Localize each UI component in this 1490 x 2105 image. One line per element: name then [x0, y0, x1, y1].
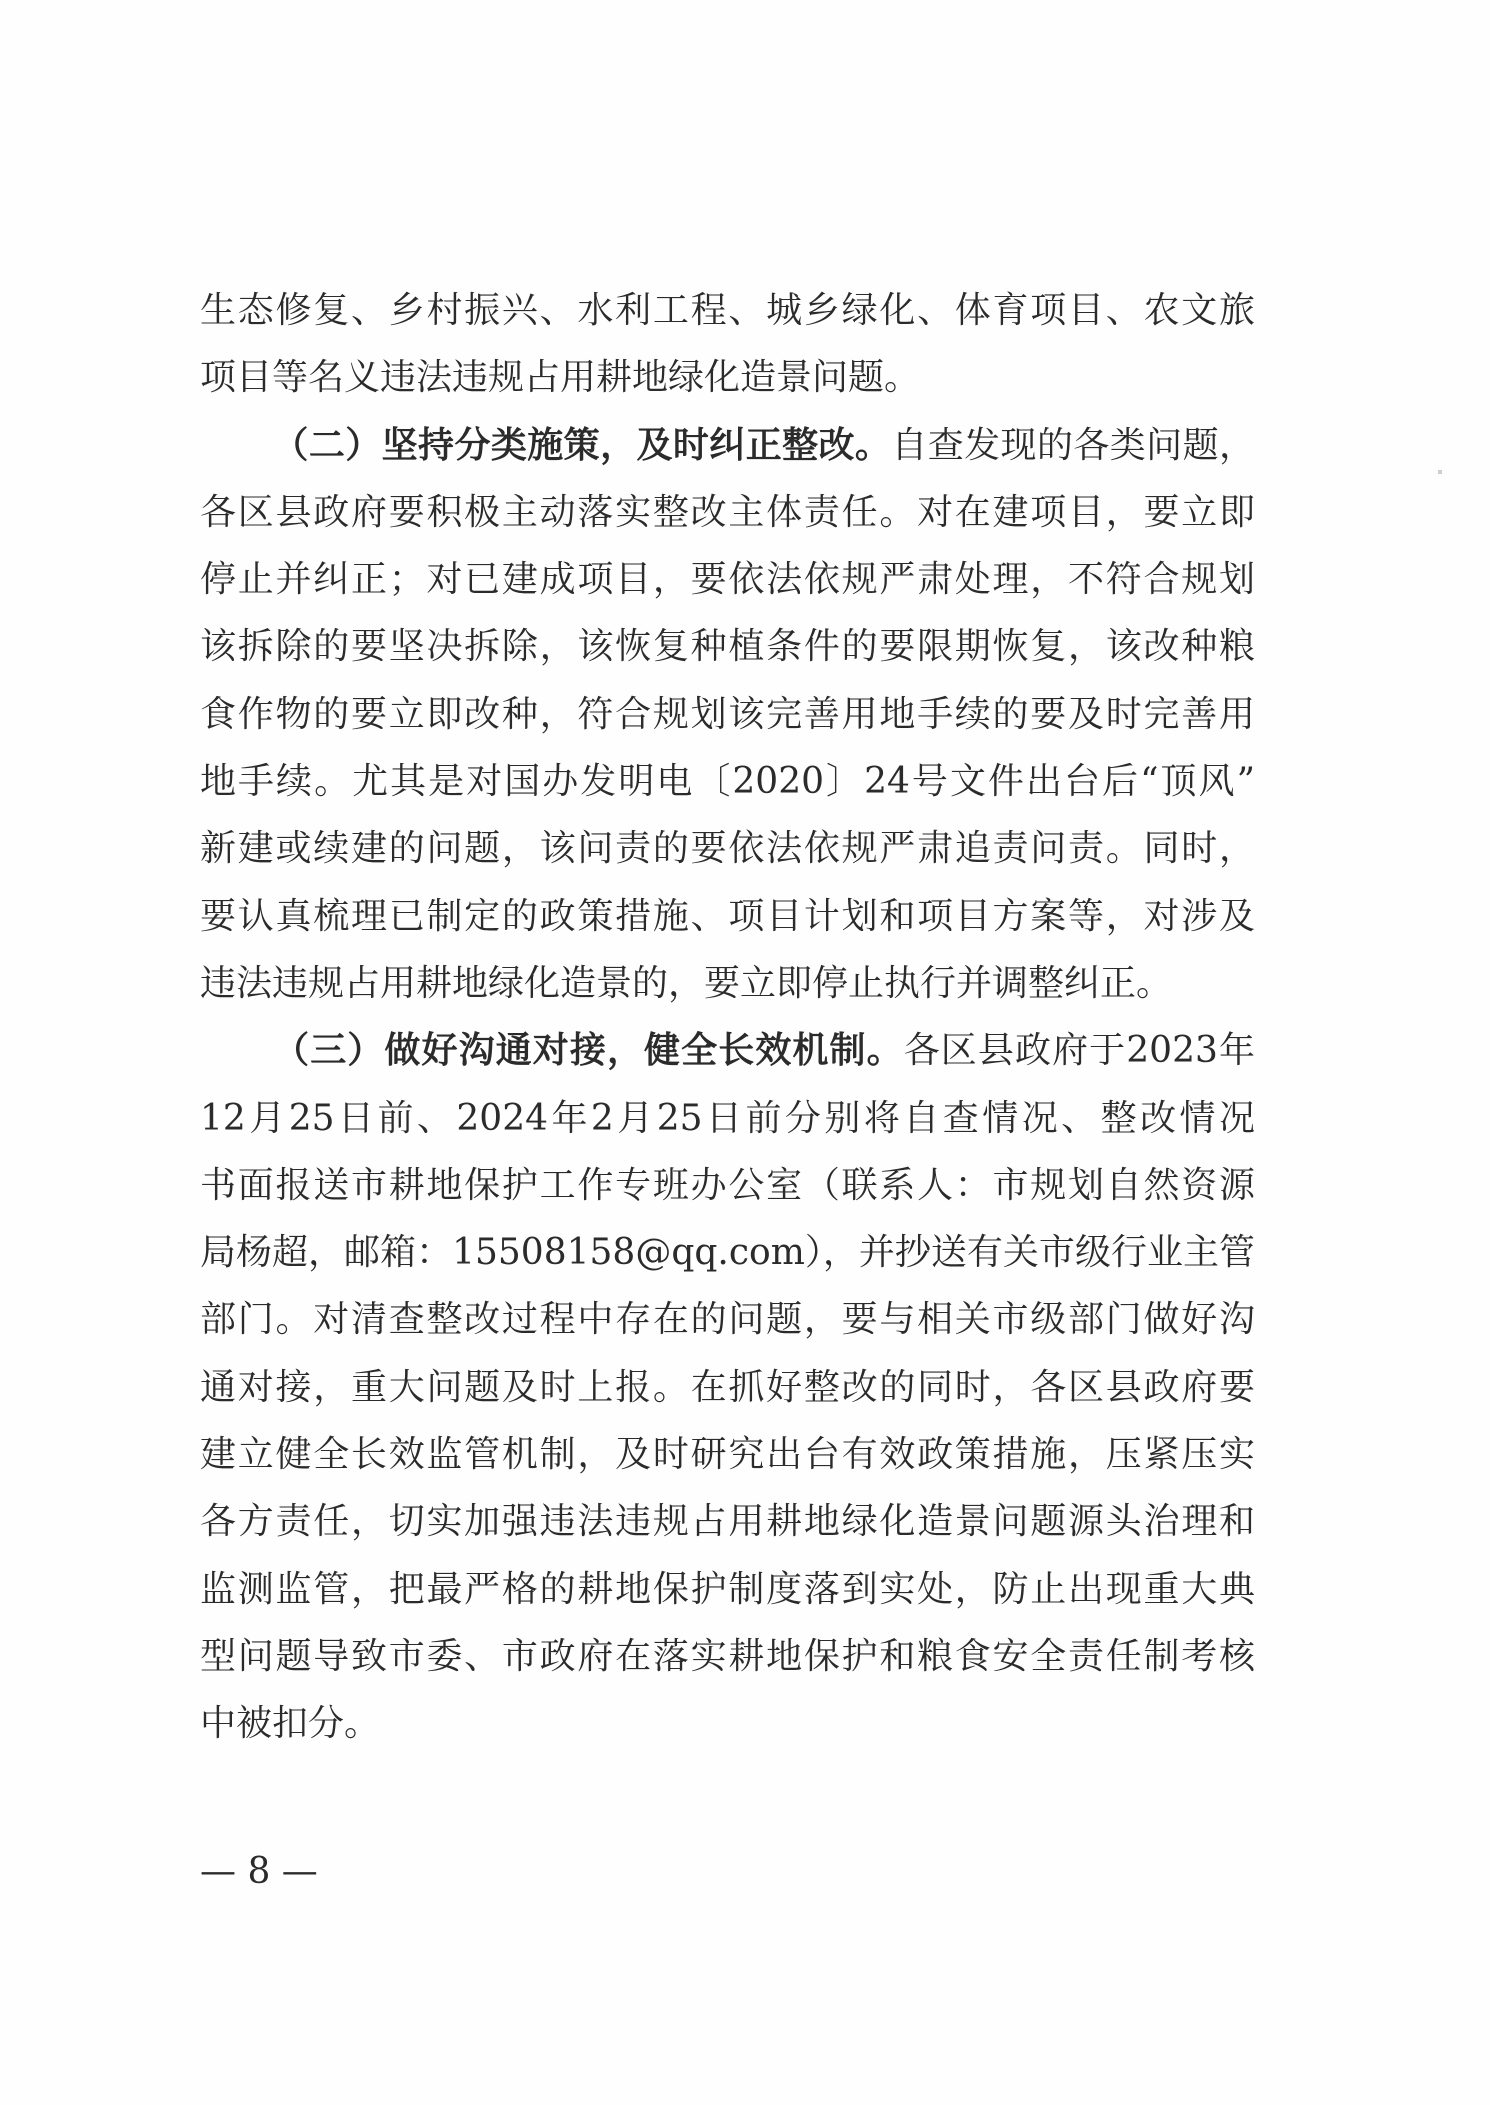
section-heading: （三）做好沟通对接，健全长效机制。	[272, 1029, 904, 1072]
line-text: 该拆除的要坚决拆除，该恢复种植条件的要限期恢复，该改种粮	[200, 626, 1255, 668]
line-text: 各区县政府要积极主动落实整改主体责任。对在建项目，要立即	[200, 491, 1255, 533]
body-text	[200, 277, 1255, 1758]
section-heading: （二）坚持分类施策，及时纠正整改。	[272, 423, 892, 466]
line-text: 生态修复、乡村振兴、水利工程、城乡绿化、体育项目、农文旅	[200, 290, 1255, 331]
text-line	[200, 1085, 1255, 1152]
line-text: 自查发现的各类问题，	[891, 424, 1255, 466]
text-line	[200, 546, 1255, 613]
text-line	[200, 479, 1255, 546]
line-text: 停止并纠正；对已建成项目，要依法依规严肃处理，不符合规划	[200, 559, 1255, 601]
text-line	[200, 1286, 1255, 1353]
line-text: 12月25日前、2024年2月25日前分别将自查情况、整改情况	[200, 1097, 1255, 1139]
line-text: 局杨超，邮箱：15508158@qq.com），并抄送有关市级行业主管	[200, 1232, 1255, 1274]
line-text: 违法违规占用耕地绿化造景的，要立即停止执行并调整纠正。	[200, 962, 1173, 1004]
line-text: 中被扣分。	[200, 1703, 381, 1745]
scan-mark	[1438, 470, 1442, 474]
line-text: 建立健全长效监管机制，及时研究出台有效政策措施，压紧压实	[200, 1434, 1255, 1476]
text-line	[200, 1017, 1255, 1084]
text-line	[200, 344, 1255, 411]
text-line	[200, 1421, 1255, 1488]
page-number: — 8 —	[200, 1851, 318, 1892]
line-text: 新建或续建的问题，该问责的要依法依规严肃追责问责。同时，	[200, 828, 1255, 870]
line-text: 要认真梳理已制定的政策措施、项目计划和项目方案等，对涉及	[200, 895, 1255, 937]
text-line	[200, 1152, 1255, 1219]
text-line	[200, 950, 1255, 1017]
line-text: 各方责任，切实加强违法违规占用耕地绿化造景问题源头治理和	[200, 1501, 1255, 1543]
line-text: 通对接，重大问题及时上报。在抓好整改的同时，各区县政府要	[200, 1366, 1255, 1408]
text-line	[200, 1219, 1255, 1286]
line-text: 型问题导致市委、市政府在落实耕地保护和粮食安全责任制考核	[200, 1635, 1255, 1677]
text-line	[200, 748, 1255, 815]
text-line	[200, 1623, 1255, 1690]
line-text: 监测监管，把最严格的耕地保护制度落到实处，防止出现重大典	[200, 1568, 1255, 1610]
text-line	[200, 1488, 1255, 1555]
line-text: 食作物的要立即改种，符合规划该完善用地手续的要及时完善用	[200, 693, 1255, 735]
line-text: 部门。对清查整改过程中存在的问题，要与相关市级部门做好沟	[200, 1299, 1255, 1341]
text-line	[200, 883, 1255, 950]
text-line	[200, 1556, 1255, 1623]
line-text: 各区县政府于2023年	[903, 1030, 1255, 1072]
text-line	[200, 613, 1255, 680]
line-text: 项目等名义违法违规占用耕地绿化造景问题。	[200, 357, 921, 399]
text-line	[200, 277, 1255, 344]
text-line	[200, 1354, 1255, 1421]
text-line	[200, 1690, 1255, 1757]
text-line	[200, 681, 1255, 748]
text-line	[200, 815, 1255, 882]
line-text: 地手续。尤其是对国办发明电〔2020〕24号文件出台后“顶风”	[200, 761, 1255, 803]
text-line	[200, 412, 1255, 479]
line-text: 书面报送市耕地保护工作专班办公室（联系人：市规划自然资源	[200, 1164, 1255, 1206]
